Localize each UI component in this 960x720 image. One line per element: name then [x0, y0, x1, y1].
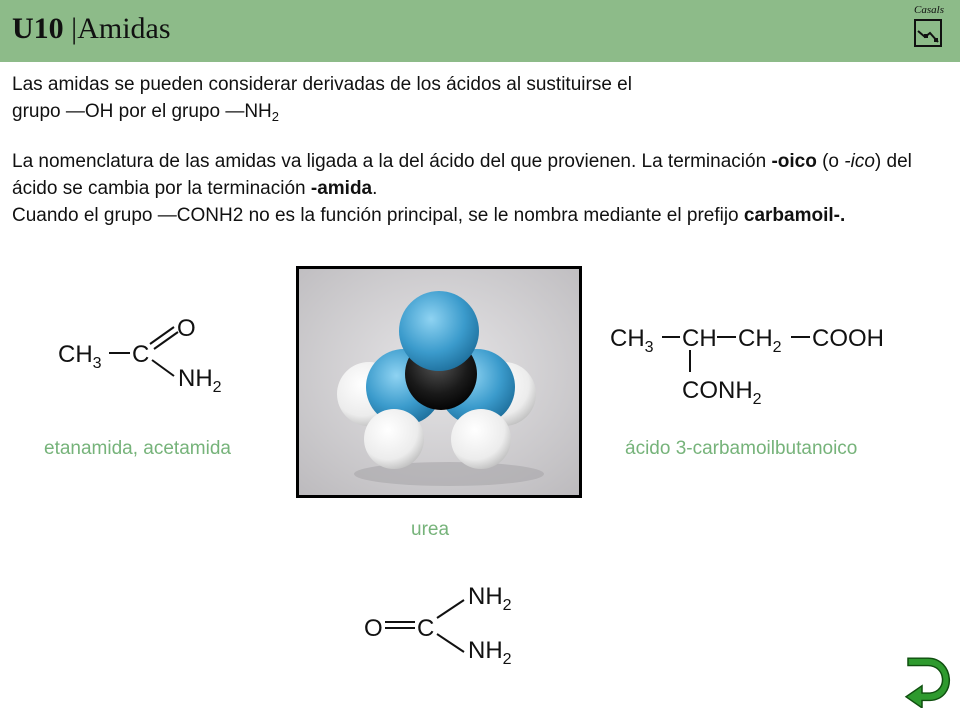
nomen-text-1: La nomenclatura de las amidas va ligada a la del ácido del que provienen. La terminación — [12, 151, 772, 172]
intro-line-2: grupo —OH por el grupo —NH — [12, 101, 272, 122]
nomen-bold-oico: -oico — [771, 151, 817, 172]
nomen-text-2: (o — [816, 151, 845, 172]
acetamide-ch: $CH_3$ — [58, 341, 102, 372]
acetamide-structure — [52, 308, 242, 404]
unit-number: U10 — [12, 12, 64, 45]
acid-ch: CH — [682, 325, 717, 352]
intro-line-1: Las amidas se pueden considerar derivadas de los ácidos al sustituirse el — [12, 74, 632, 95]
acid-ch3: $CH_3$ — [610, 325, 654, 356]
nomen-text-5: Cuando el grupo —CONH2 no es la función principal, se le nombra mediante el prefijo — [12, 205, 744, 226]
urea-c: C — [417, 615, 435, 642]
acetamide-c: C — [132, 341, 150, 368]
acid-conh2: $CONH_2$ — [682, 377, 762, 408]
bond-c-o-1 — [150, 327, 174, 344]
acetamide-nh2: $NH_2$ — [178, 365, 222, 396]
hydrogen-atom — [451, 409, 511, 469]
bond-c-n — [152, 360, 174, 376]
urea-model-image — [299, 269, 579, 495]
urea-structure — [360, 578, 540, 674]
nomen-text-3: ) del ácido se cambia por la terminación — [12, 151, 912, 199]
acetamide-label: etanamida, acetamida — [44, 438, 231, 459]
nomenclature-paragraph — [12, 148, 952, 229]
hydrogen-atom — [364, 409, 424, 469]
intro-paragraph — [12, 71, 912, 125]
urea-nh2-bottom: $NH_2$ — [468, 637, 512, 668]
return-arrow-button[interactable] — [902, 656, 952, 708]
urea-bond-cn-top — [437, 600, 464, 618]
oxygen-atom — [399, 291, 479, 371]
nomen-bold-amida: -amida — [310, 178, 373, 199]
title-separator: | — [71, 12, 78, 45]
urea-model-photo — [296, 266, 582, 498]
page-title — [12, 12, 171, 46]
logo-text: Casals — [914, 4, 944, 16]
acid-ch2: $CH_2$ — [738, 325, 782, 356]
bond-c-o-2 — [154, 332, 178, 349]
intro-subscript: 2 — [271, 109, 280, 124]
nomen-italic-ico: -ico — [844, 151, 875, 172]
urea-o: O — [364, 615, 383, 642]
acid-label: ácido 3-carbamoilbutanoico — [625, 438, 858, 459]
nomen-text-4: . — [372, 178, 378, 199]
carbamoylbutanoic-acid-structure — [606, 312, 896, 416]
casals-logo-icon — [912, 4, 946, 50]
unit-title: Amidas — [77, 12, 171, 45]
logo-graph-icon — [916, 21, 940, 45]
acid-cooh: COOH — [812, 325, 884, 352]
header-bar — [0, 0, 960, 62]
acetamide-o: O — [177, 315, 196, 342]
urea-label: urea — [411, 519, 450, 540]
urea-bond-cn-bottom — [437, 634, 464, 652]
return-arrow-icon — [902, 656, 952, 708]
nomen-bold-carbamoil: carbamoil-. — [743, 205, 846, 226]
logo-box — [914, 19, 942, 47]
urea-nh2-top: $NH_2$ — [468, 583, 512, 614]
